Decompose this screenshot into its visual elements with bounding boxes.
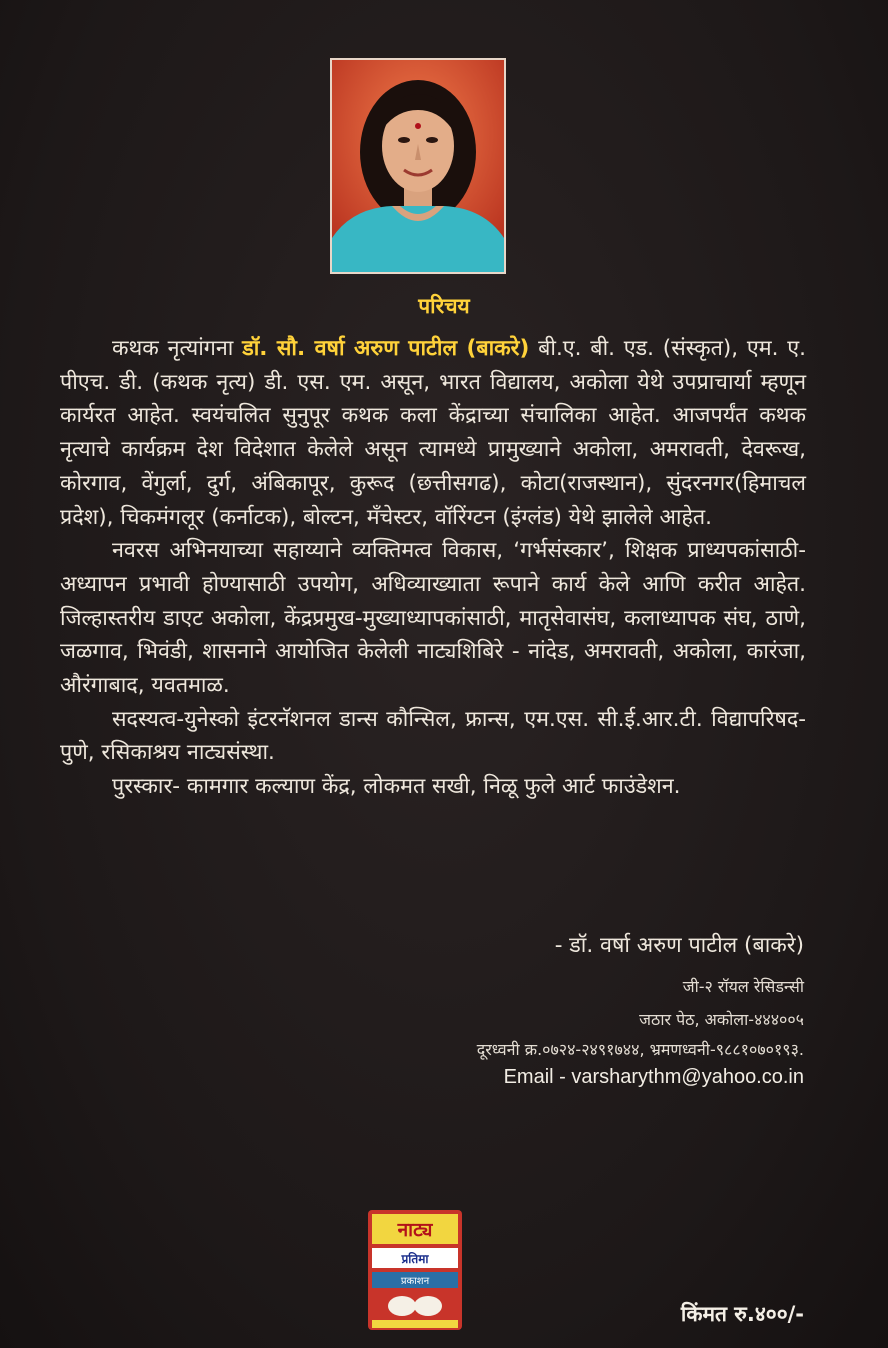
introduction-text: [60, 332, 806, 804]
logo-text-bottom: प्रकाशन: [400, 1276, 430, 1287]
contact-numbers: दूरध्वनी क्र.०७२४-२४९१७४४, भ्रमणध्वनी-९८८१०७०१९३.: [476, 1040, 804, 1059]
membership-paragraph: सदस्यत्व-युनेस्को इंटरनॅशनल डान्स कौन्सिल, फ्रान्स, एम.एस. सी.ई.आर.टी. विद्यापरिषद- पुणे, रसिकाश्रय नाट्यसंस्था.: [60, 706, 806, 766]
author-photo: [330, 58, 506, 274]
awards-paragraph: पुरस्कार- कामगार कल्याण केंद्र, लोकमत सखी, निळू फुले आर्ट फाउंडेशन.: [112, 774, 681, 800]
signature: - डॉ. वर्षा अरुण पाटील (बाकरे): [554, 933, 804, 958]
section-heading: परिचय: [418, 294, 470, 318]
publisher-logo: [368, 1210, 462, 1330]
author-name: डॉ. सौ. वर्षा अरुण पाटील (बाकरे): [242, 336, 530, 361]
address-line-1: जी-२ रॉयल रेसिडन्सी: [682, 977, 804, 996]
activities-paragraph: नवरस अभिनयाच्या सहाय्याने व्यक्तिमत्व विकास, ‘गर्भसंस्कार’, शिक्षक प्राध्यपकांसाठी- अध्यापन प्रभावी होण्यासाठी उपयोग, अधिव्याख्याता रूपाने कार्य केले आणि करीत आहेत. जिल्हास्तरीय डाएट अकोला, केंद्रप्रमुख-मुख्याध्यापकांसाठी, मातृसेवासंघ, कलाध्यापक संघ, ठाणे, जळगाव, भिवंडी, शासनाने आयोजित केलेली नाट्यशिबिरे - नांदेड, अमरावती, अकोला, कारंजा, औरंगाबाद, यवतमाळ.: [60, 538, 806, 699]
intro-lead: कथक नृत्यांगना: [112, 336, 243, 361]
author-portrait-illustration: [332, 60, 504, 272]
price-label: किंमत रु.४००/-: [680, 1302, 804, 1326]
intro-rest: बी.ए. बी. एड. (संस्कृत), एम. ए. पीएच. डी. (कथक नृत्य) डी. एस. एम. असून, भारत विद्यालय, अकोला येथे उपप्राचार्या म्हणून कार्यरत आहेत. स्वयंचलित सुनुपूर कथक कला केंद्राच्या संचालिका आहेत. आजपर्यंत कथक नृत्याचे कार्यक्रम देश विदेशात केलेले असून त्यामध्ये प्रामुख्याने अकोला, अमरावती, देवरूख, कोरगाव, वेंगुर्ला, दुर्ग, अंबिकापूर, कुरूद (छत्तीसगढ), कोटा(राजस्थान), सुंदरनगर(हिमाचल प्रदेश), चिकमंगलूर (कर्नाटक), बोल्टन, मॅंचेस्टर, वॉरिंग्टन (इंग्लंड) येथे झालेले आहेत.: [60, 336, 806, 530]
intro-paragraph: [60, 332, 806, 534]
logo-text-top: नाट्य: [397, 1219, 433, 1241]
email-address: Email - varsharythm@yahoo.co.in: [503, 1066, 804, 1088]
logo-text-mid: प्रतिमा: [401, 1252, 429, 1266]
address-line-2: जठार पेठ, अकोला-४४४००५: [639, 1010, 804, 1029]
